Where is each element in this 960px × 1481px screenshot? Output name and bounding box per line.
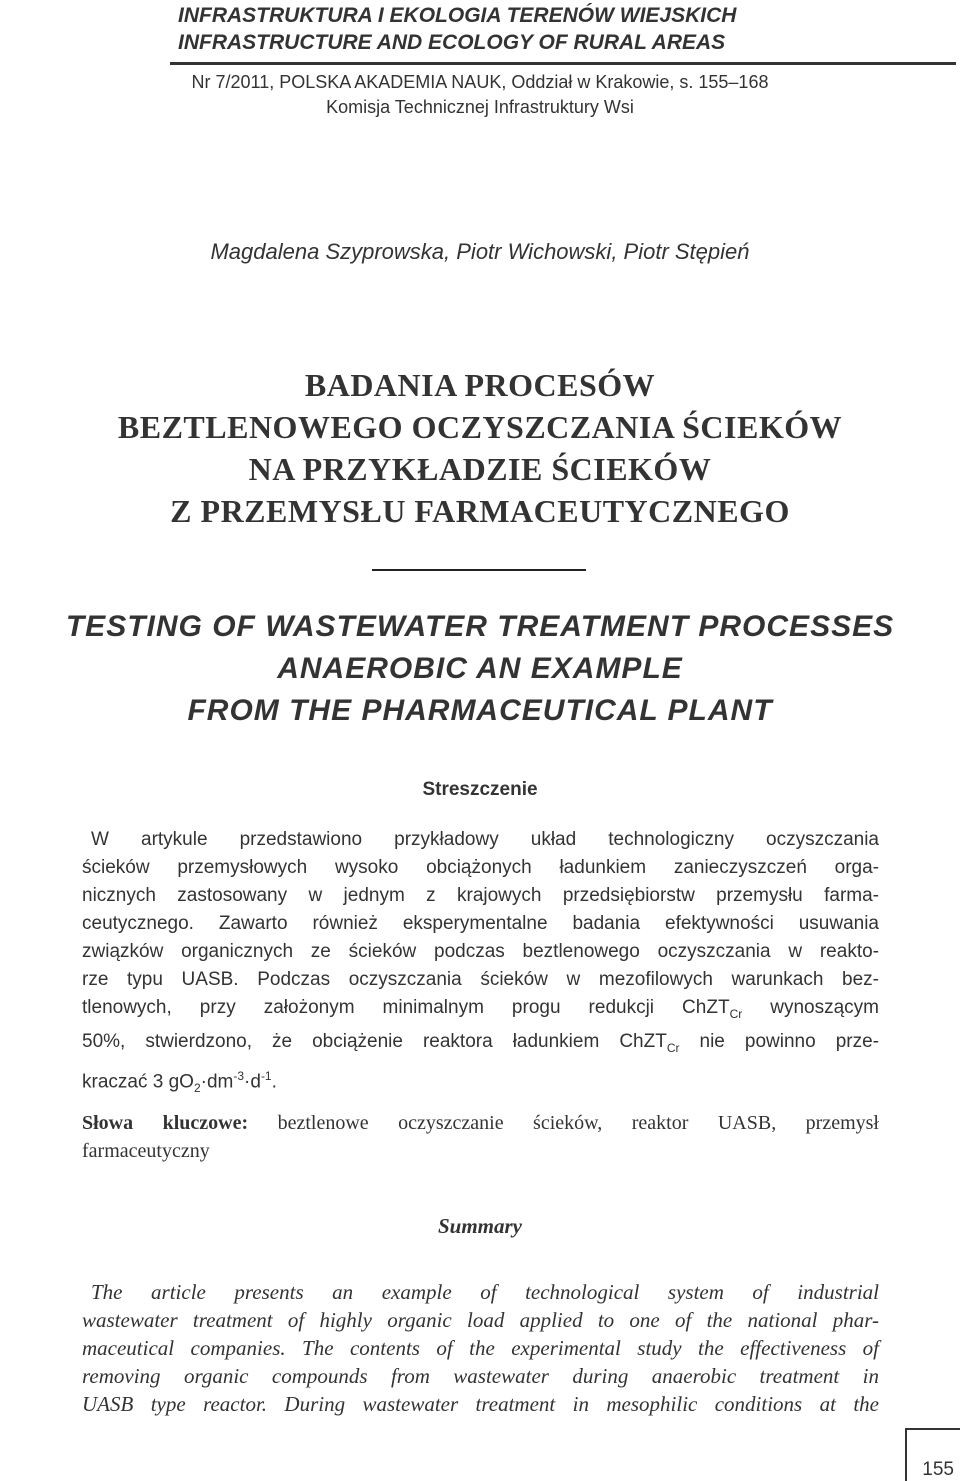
title-pl-line: BEZTLENOWEGO OCZYSZCZANIA ŚCIEKÓW [117, 409, 843, 445]
authors: Magdalena Szyprowska, Piotr Wichowski, Piotr Stępień [210, 239, 750, 264]
summary-line: removing organic compounds from wastewater during anaerobic treatment in [82, 1364, 879, 1388]
journal-title-pl: INFRASTRUKTURA I EKOLOGIA TERENÓW WIEJSKICH [178, 4, 737, 27]
abstract-fragment: wynoszącym [742, 997, 880, 1018]
title-pl-line: Z PRZEMYSŁU FARMACEUTYCZNEGO [170, 493, 790, 529]
abstract-fragment: ·dm [200, 1070, 234, 1092]
summary-text [82, 1278, 879, 1418]
page-number-rule [905, 1428, 960, 1430]
abstract-line: ceutycznego. Zawarto również eksperymentalne badania efektywności usuwania [82, 913, 879, 934]
issue-meta [0, 70, 960, 120]
header-rule [170, 62, 956, 65]
abstract-heading: Streszczenie [422, 779, 538, 800]
summary-line: UASB type reactor. During wastewater treatment in mesophilic conditions at the [82, 1392, 879, 1416]
keywords [82, 1109, 879, 1165]
summary-heading: Summary [437, 1214, 523, 1238]
page-number-bar [905, 1428, 907, 1481]
summary-line: The article presents an example of technological system of industrial [91, 1280, 879, 1304]
superscript: -1 [260, 1068, 272, 1083]
subscript: Cr [666, 1040, 680, 1055]
abstract-line: związków organicznych ze ścieków podczas beztlenowego oczyszczania w reakto- [82, 941, 879, 962]
abstract-text [82, 826, 879, 1102]
commission-line: Komisja Technicznej Infrastruktury Wsi [326, 97, 634, 117]
abstract-line: nicznych zastosowany w jednym z krajowych przedsiębiorstw przemysłu farma- [82, 885, 879, 906]
title-en-line: TESTING OF WASTEWATER TREATMENT PROCESSES [65, 610, 895, 643]
abstract-line [82, 1062, 879, 1102]
abstract-fragment: . [271, 1070, 277, 1092]
title-pl [0, 364, 960, 532]
abstract-line [82, 994, 879, 1028]
summary-line: wastewater treatment of highly organic load applied to one of the national phar- [82, 1308, 879, 1332]
keywords-line [82, 1109, 879, 1137]
title-en-line: ANAEROBIC AN EXAMPLE [277, 652, 683, 685]
keywords-line: farmaceutyczny [82, 1140, 210, 1162]
title-en-line: FROM THE PHARMACEUTICAL PLANT [187, 694, 773, 727]
abstract-fragment: 50%, stwierdzono, że obciążenie reaktora ładunkiem ChZT [82, 1030, 667, 1052]
abstract-fragment: nie powinno prze- [679, 1030, 879, 1052]
subscript: 2 [193, 1080, 201, 1095]
title-separator [372, 569, 586, 571]
keywords-text: beztlenowe oczyszczanie ścieków, reaktor UASB, przemysł [248, 1112, 879, 1134]
abstract-line: ścieków przemysłowych wysoko obciążonych ładunkiem zanieczyszczeń orga- [82, 857, 879, 878]
title-pl-line: BADANIA PROCESÓW [304, 367, 656, 403]
abstract-fragment: tlenowych, przy założonym minimalnym progu redukcji ChZT [82, 997, 730, 1018]
journal-title-en: INFRASTRUCTURE AND ECOLOGY OF RURAL AREAS [178, 31, 726, 54]
title-pl-line: NA PRZYKŁADZIE ŚCIEKÓW [248, 451, 712, 487]
abstract-line: rze typu UASB. Podczas oczyszczania ścieków w mezofilowych warunkach bez- [82, 969, 879, 990]
superscript: -3 [233, 1068, 245, 1083]
abstract-line: W artykule przedstawiono przykładowy układ technologiczny oczyszczania [91, 829, 879, 850]
summary-line: maceutical companies. The contents of the experimental study the effectiveness of [82, 1336, 879, 1360]
issue-line: Nr 7/2011, POLSKA AKADEMIA NAUK, Oddział w Krakowie, s. 155–168 [191, 72, 769, 92]
abstract-fragment: kraczać 3 gO [82, 1070, 194, 1092]
abstract-line [82, 1028, 879, 1062]
journal-header [178, 2, 838, 56]
subscript: Cr [729, 1006, 743, 1021]
page-number: 155 [922, 1459, 954, 1480]
title-en [0, 606, 960, 732]
abstract-fragment: ·d [244, 1070, 261, 1092]
keywords-label: Słowa kluczowe: [82, 1112, 249, 1134]
